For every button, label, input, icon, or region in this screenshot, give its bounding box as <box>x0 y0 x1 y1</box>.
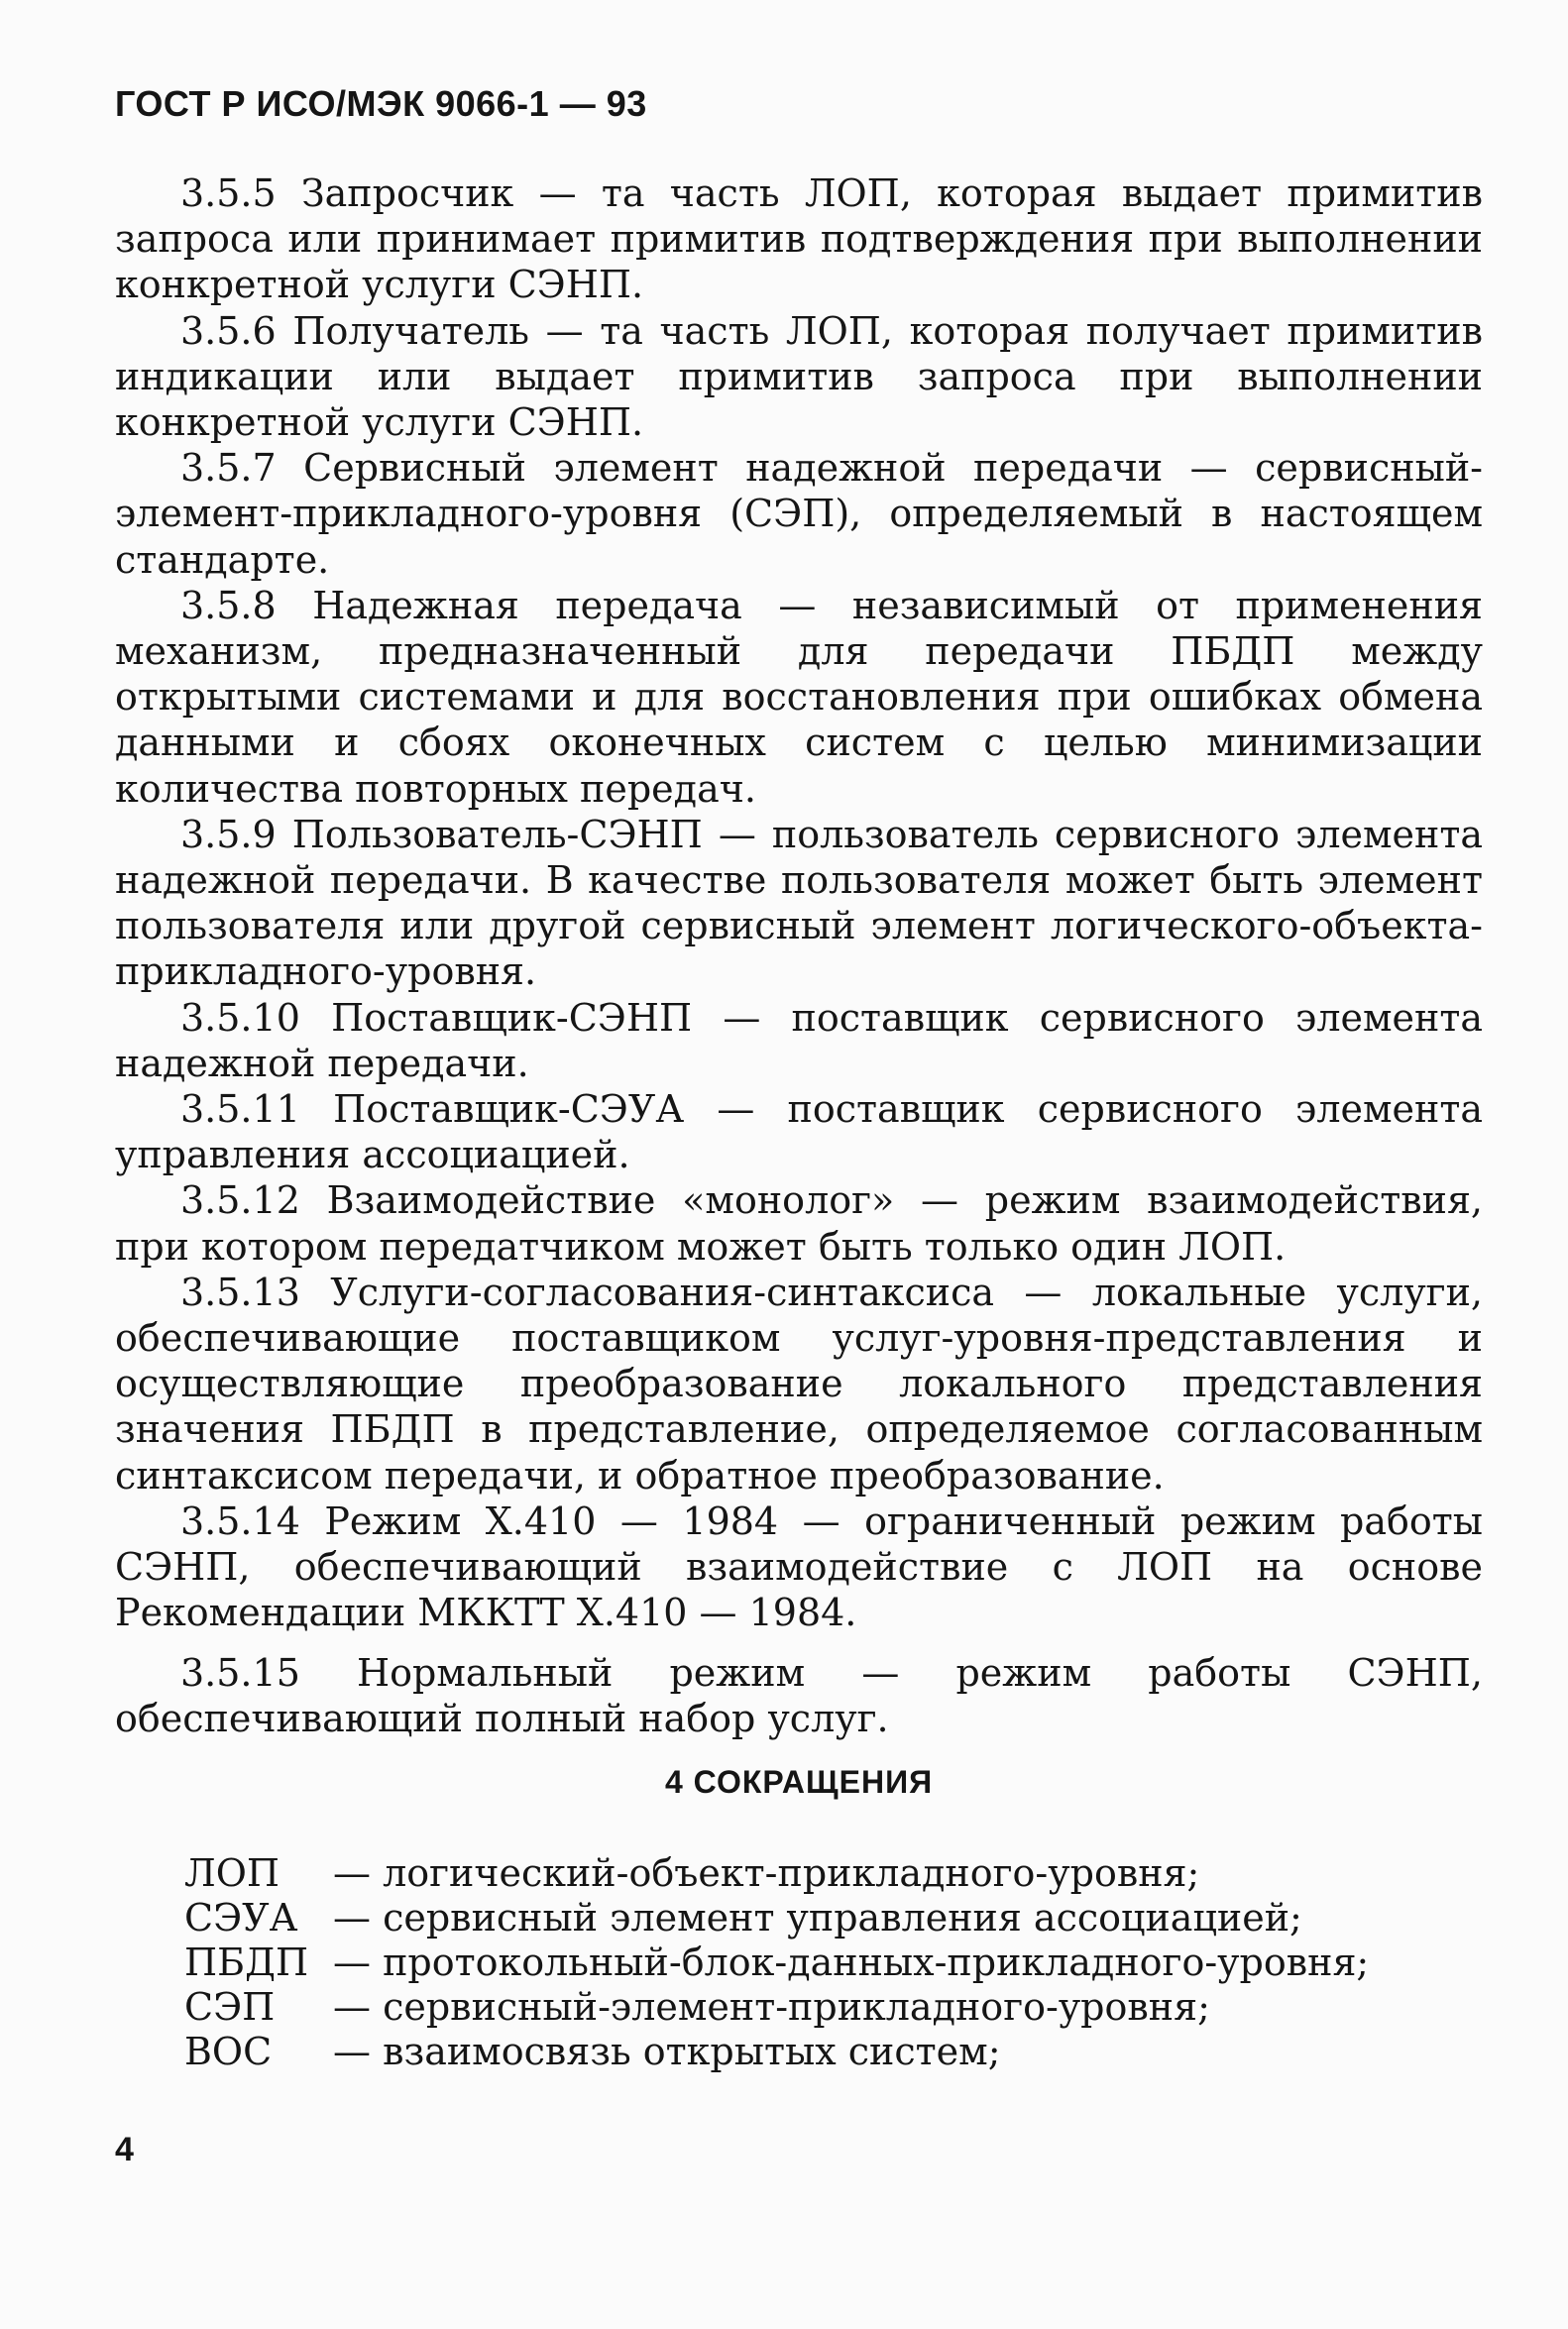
section-heading: 4 СОКРАЩЕНИЯ <box>664 1764 934 1800</box>
abbreviation-term: СЭУА <box>184 1896 298 1940</box>
definition-3-5-10: 3.5.10 Поставщик-СЭНП — поставщик сервисного элемента надежной передачи. <box>115 995 1483 1085</box>
definition-3-5-11: 3.5.11 Поставщик-СЭУА — поставщик сервисного элемента управления ассоциацией. <box>115 1087 1483 1177</box>
abbreviation-row <box>184 1985 1473 2030</box>
definition-3-5-12: 3.5.12 Взаимодействие «монолог» — режим взаимодействия, при котором передатчиком может быть только один ЛОП. <box>115 1178 1483 1269</box>
abbreviation-term: ПБДП <box>184 1941 309 1984</box>
abbreviation-row <box>184 1896 1473 1941</box>
abbreviation-term: СЭП <box>184 1985 276 2029</box>
definition-3-5-15: 3.5.15 Нормальный режим — режим работы СЭНП, обеспечивающий полный набор услуг. <box>115 1650 1483 1740</box>
abbreviation-definition: — сервисный элемент управления ассоциацией; <box>333 1896 1302 1940</box>
abbreviation-definition: — логический-объект-прикладного-уровня; <box>333 1851 1200 1895</box>
definition-3-5-5: 3.5.5 Запросчик — та часть ЛОП, которая выдает примитив запроса или принимает примитив подтверждения при выполнении конкретной услуги СЭНП. <box>115 171 1483 307</box>
definition-3-5-9: 3.5.9 Пользователь-СЭНП — пользователь сервисного элемента надежной передачи. В качестве пользователя может быть элемент пользователя или другой сервисный элемент логического-объекта-прикладного-уровня. <box>115 812 1483 994</box>
abbreviation-term: ВОС <box>184 2030 273 2073</box>
abbreviation-definition: — взаимосвязь открытых систем; <box>333 2030 1001 2073</box>
abbreviation-term: ЛОП <box>184 1851 280 1895</box>
abbreviations-list <box>184 1851 1473 2074</box>
definition-3-5-8: 3.5.8 Надежная передача — независимый от применения механизм, предназначенный для передачи ПБДП между открытыми системами и для восстановления при ошибках обмена данными и сбоях оконечных систем с целью минимизации количества повторных передач. <box>115 583 1483 811</box>
definition-3-5-14: 3.5.14 Режим X.410 — 1984 — ограниченный режим работы СЭНП, обеспечивающий взаимодействие с ЛОП на основе Рекомендации МККТТ X.410 — 1984. <box>115 1498 1483 1635</box>
definition-3-5-13: 3.5.13 Услуги-согласования-синтаксиса — локальные услуги, обеспечивающие поставщиком услуг-уровня-представления и осуществляющие преобразование локального представления значения ПБДП в представление, определяемое согласованным синтаксисом передачи, и обратное преобразование. <box>115 1270 1483 1497</box>
abbreviation-definition: — протокольный-блок-данных-прикладного-уровня; <box>333 1941 1370 1984</box>
definitions-body <box>115 170 1483 1741</box>
definition-3-5-6: 3.5.6 Получатель — та часть ЛОП, которая получает примитив индикации или выдает примитив запроса при выполнении конкретной услуги СЭНП. <box>115 308 1483 445</box>
definition-3-5-7: 3.5.7 Сервисный элемент надежной передачи — сервисный-элемент-прикладного-уровня (СЭП), определяемый в настоящем стандарте. <box>115 446 1483 582</box>
page-header: ГОСТ Р ИСО/МЭК 9066-1 — 93 <box>115 83 647 124</box>
abbreviation-row <box>184 2030 1473 2074</box>
abbreviation-definition: — сервисный-элемент-прикладного-уровня; <box>333 1985 1210 2029</box>
abbreviation-row <box>184 1941 1473 1985</box>
page-number: 4 <box>115 2131 134 2168</box>
abbreviation-row <box>184 1851 1473 1896</box>
